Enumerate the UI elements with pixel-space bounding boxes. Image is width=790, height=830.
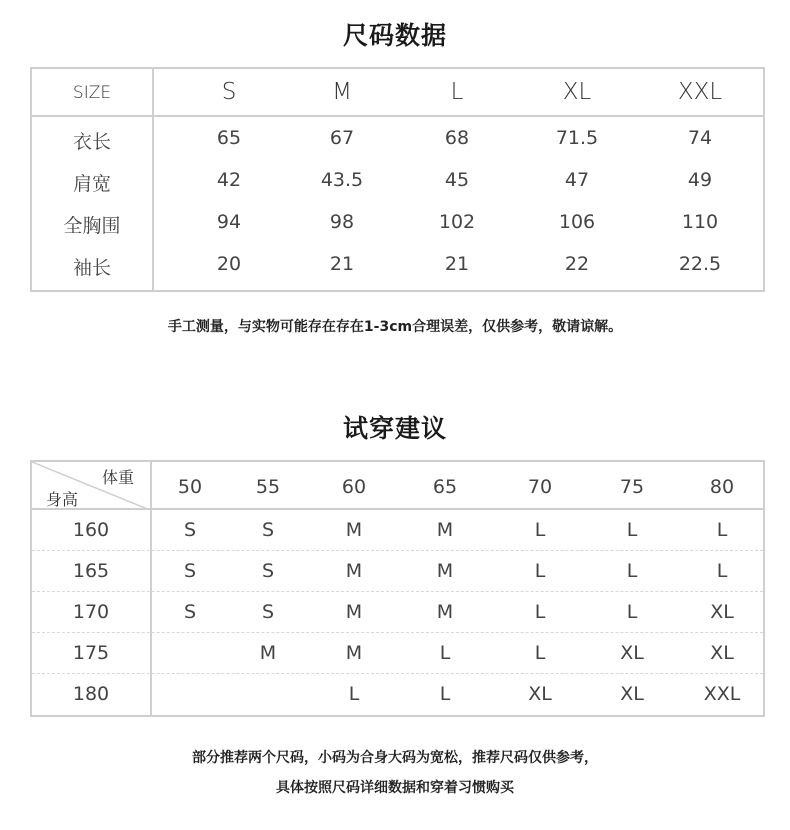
- suggested-size: XL: [620, 642, 644, 664]
- fit-row: [32, 510, 763, 551]
- suggested-size: M: [436, 519, 454, 541]
- size-row: [32, 243, 763, 285]
- suggested-size: S: [183, 560, 197, 582]
- weight-header: 50: [177, 476, 203, 498]
- size-value: 71.5: [555, 127, 599, 149]
- suggested-size: L: [534, 642, 546, 664]
- fit-row: [32, 674, 763, 715]
- weight-header: 65: [432, 476, 458, 498]
- suggested-size: S: [261, 519, 275, 541]
- suggested-size: M: [259, 642, 277, 664]
- size-value: 74: [687, 127, 713, 149]
- height-label: 165: [72, 560, 110, 582]
- weight-header-row: [32, 462, 763, 510]
- size-value: 94: [216, 211, 242, 233]
- size-value: 22.5: [678, 253, 722, 275]
- suggested-size: M: [345, 601, 363, 623]
- fit-row: [32, 592, 763, 633]
- height-label: 170: [72, 601, 110, 623]
- size-row: [32, 159, 763, 201]
- size-row: [32, 117, 763, 159]
- suggested-size: L: [716, 560, 728, 582]
- size-value: 65: [216, 127, 242, 149]
- fit-note-line2: 具体按照尺码详细数据和穿着习惯购买: [276, 780, 514, 796]
- size-value: 98: [329, 211, 355, 233]
- corner-weight-label: 体重: [102, 468, 135, 487]
- suggested-size: L: [534, 560, 546, 582]
- fit-row: [32, 633, 763, 674]
- weight-header: 80: [709, 476, 735, 498]
- suggested-size: M: [345, 519, 363, 541]
- size-value: 110: [681, 211, 719, 233]
- suggested-size: L: [348, 683, 360, 705]
- corner-height-label: 身高: [46, 490, 79, 509]
- size-value: 43.5: [320, 169, 364, 191]
- suggested-size: M: [345, 560, 363, 582]
- fit-row: [32, 551, 763, 592]
- suggested-size: S: [183, 601, 197, 623]
- size-value: 67: [329, 127, 355, 149]
- fit-suggestion-table: [30, 460, 765, 717]
- suggested-size: L: [439, 642, 451, 664]
- suggested-size: L: [626, 519, 638, 541]
- suggested-size: M: [436, 560, 454, 582]
- weight-header: 55: [255, 476, 281, 498]
- height-label: 175: [72, 642, 110, 664]
- suggested-size: S: [261, 560, 275, 582]
- suggested-size: M: [345, 642, 363, 664]
- suggested-size: L: [716, 519, 728, 541]
- suggested-size: L: [626, 560, 638, 582]
- suggested-size: L: [626, 601, 638, 623]
- measurement-note: 手工测量，与实物可能存在存在1-3cm合理误差，仅供参考，敬请谅解。: [167, 319, 623, 335]
- fit-note-line1: 部分推荐两个尺码，小码为合身大码为宽松，推荐尺码仅供参考，: [192, 750, 598, 766]
- measurement-label: 肩宽: [72, 173, 112, 195]
- size-header-label: SIZE: [72, 83, 112, 103]
- size-value: 106: [558, 211, 596, 233]
- measurement-label: 袖长: [72, 257, 112, 279]
- size-value: 21: [329, 253, 355, 275]
- suggested-size: M: [436, 601, 454, 623]
- measurement-label: 全胸围: [63, 215, 121, 237]
- size-value: 20: [216, 253, 242, 275]
- size-header-xxl: XXL: [677, 79, 723, 105]
- size-value: 68: [444, 127, 470, 149]
- size-chart-table: [30, 67, 765, 292]
- height-label: 160: [72, 519, 110, 541]
- suggested-size: L: [534, 519, 546, 541]
- size-data-title: 尺码数据: [342, 21, 447, 50]
- suggested-size: XL: [710, 642, 734, 664]
- weight-header: 75: [619, 476, 645, 498]
- suggested-size: L: [439, 683, 451, 705]
- size-value: 49: [687, 169, 713, 191]
- weight-header: 60: [341, 476, 367, 498]
- weight-header: 70: [527, 476, 553, 498]
- suggested-size: XL: [620, 683, 644, 705]
- size-header-row: [32, 69, 763, 117]
- size-header-m: M: [332, 79, 352, 105]
- size-header-s: S: [221, 79, 237, 105]
- suggested-size: L: [534, 601, 546, 623]
- size-value: 102: [438, 211, 476, 233]
- suggested-size: XL: [710, 601, 734, 623]
- size-value: 22: [564, 253, 590, 275]
- size-value: 45: [444, 169, 470, 191]
- size-header-xl: XL: [562, 79, 592, 105]
- height-label: 180: [72, 683, 110, 705]
- suggested-size: XXL: [703, 683, 741, 705]
- suggested-size: S: [183, 519, 197, 541]
- measurement-label: 衣长: [72, 131, 112, 153]
- size-row: [32, 201, 763, 243]
- size-header-l: L: [450, 79, 464, 105]
- fit-suggestion-title: 试穿建议: [342, 414, 447, 443]
- size-value: 47: [564, 169, 590, 191]
- suggested-size: XL: [528, 683, 552, 705]
- suggested-size: S: [261, 601, 275, 623]
- size-value: 42: [216, 169, 242, 191]
- size-value: 21: [444, 253, 470, 275]
